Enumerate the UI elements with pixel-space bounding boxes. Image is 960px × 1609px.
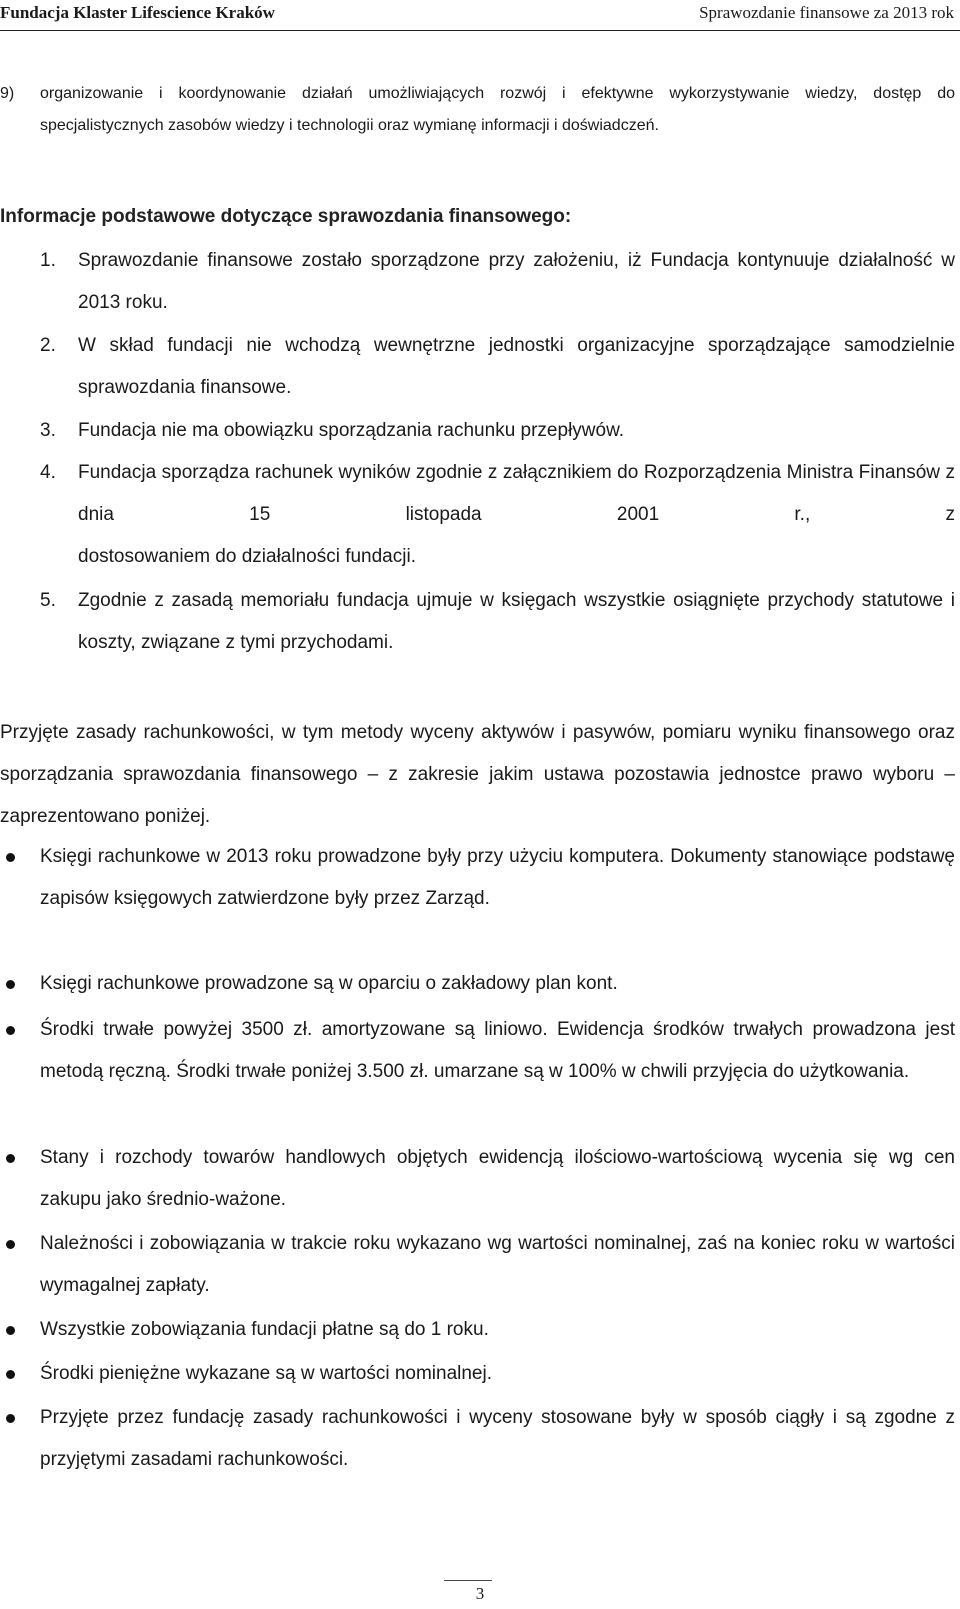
bullet-item	[0, 963, 955, 1005]
bullet-icon	[6, 853, 15, 862]
header-rule	[0, 30, 960, 31]
bullet-text: Stany i rozchody towarów handlowych objętych ewidencją ilościowo-wartościową wycenia się wg cen zakupu jako średnio-ważone.	[40, 1147, 955, 1210]
numbered-item-number: 2.	[40, 335, 56, 356]
numbered-item-1	[0, 240, 955, 324]
numbered-item-text-line-1: Fundacja sporządza rachunek wyników zgodnie z załącznikiem do Rozporządzenia Ministra Finansów z dnia 15 listopada 2001 r., z	[78, 462, 955, 525]
section-heading-basic-info: Informacje podstawowe dotyczące sprawozdania finansowego:	[0, 206, 572, 227]
item-9	[0, 78, 955, 142]
page-header	[0, 0, 960, 40]
item-9-number: 9)	[0, 85, 15, 102]
bullet-text: Środki trwałe powyżej 3500 zł. amortyzowane są liniowo. Ewidencja środków trwałych prowadzona jest metodą ręczną. Środki trwałe poniżej 3.500 zł. umarzane są w 100% w chwili przyjęcia do użytkowania.	[40, 1019, 955, 1082]
bullet-icon	[6, 1326, 15, 1335]
bullet-icon	[6, 1026, 15, 1035]
bullet-icon	[6, 1240, 15, 1249]
item-9-text: organizowanie i koordynowanie działań umożliwiających rozwój i efektywne wykorzystywanie wiedzy, dostęp do specjalistycznych zasobów wiedzy i technologii oraz wymianę informacji i doświadczeń.	[40, 85, 955, 134]
numbered-item-number: 4.	[40, 462, 56, 483]
bullet-item	[0, 1009, 955, 1093]
bullet-text: Środki pieniężne wykazane są w wartości nominalnej.	[40, 1363, 493, 1384]
bullet-icon	[6, 1370, 15, 1379]
numbered-item-number: 1.	[40, 250, 56, 271]
numbered-item-text: Sprawozdanie finansowe zostało sporządzone przy założeniu, iż Fundacja kontynuuje działalność w 2013 roku.	[78, 250, 955, 313]
page-number-text: 3	[475, 1584, 485, 1603]
bullet-item	[0, 1397, 955, 1481]
bullet-item	[0, 836, 955, 920]
bullet-item	[0, 1137, 955, 1221]
numbered-item-text: W skład fundacji nie wchodzą wewnętrzne jednostki organizacyjne sporządzające samodzielnie sprawozdania finansowe.	[78, 335, 955, 398]
bullet-item	[0, 1223, 955, 1307]
numbered-item-number: 3.	[40, 420, 56, 441]
numbered-item-5	[0, 580, 955, 664]
bullet-text: Przyjęte przez fundację zasady rachunkowości i wyceny stosowane były w sposób ciągły i są zgodne z przyjętymi zasadami rachunkowości.	[40, 1407, 955, 1470]
numbered-item-4	[0, 452, 955, 578]
numbered-item-text-line-2: dostosowaniem do działalności fundacji.	[78, 546, 416, 567]
bullet-text: Należności i zobowiązania w trakcie roku wykazano wg wartości nominalnej, zaś na koniec roku w wartości wymagalnej zapłaty.	[40, 1233, 955, 1296]
bullet-icon	[6, 1414, 15, 1423]
accounting-principles-intro: Przyjęte zasady rachunkowości, w tym metody wyceny aktywów i pasywów, pomiaru wyniku finansowego oraz sporządzania sprawozdania finansowego – z zakresie jakim ustawa pozostawia jednostce prawo wyboru –zaprezentowano poniżej.	[0, 722, 955, 827]
bullet-icon	[6, 1154, 15, 1163]
header-organization: Fundacja Klaster Lifescience Kraków	[0, 3, 275, 22]
numbered-item-2	[0, 325, 955, 409]
bullet-icon	[6, 980, 15, 989]
bullet-item	[0, 1353, 955, 1395]
page-number-rule	[444, 1580, 492, 1581]
numbered-item-text: Zgodnie z zasadą memoriału fundacja ujmuje w księgach wszystkie osiągnięte przychody statutowe i koszty, związane z tymi przychodami.	[78, 590, 955, 653]
numbered-item-3	[0, 410, 955, 452]
bullet-text: Księgi rachunkowe prowadzone są w oparciu o zakładowy plan kont.	[40, 973, 618, 994]
numbered-item-number: 5.	[40, 590, 56, 611]
header-report-title: Sprawozdanie finansowe za 2013 rok	[699, 3, 954, 22]
bullet-text: Księgi rachunkowe w 2013 roku prowadzone były przy użyciu komputera. Dokumenty stanowiące podstawę zapisów księgowych zatwierdzone były przez Zarząd.	[40, 846, 955, 909]
bullet-item	[0, 1309, 955, 1351]
page-number	[0, 1584, 960, 1604]
bullet-text: Wszystkie zobowiązania fundacji płatne są do 1 roku.	[40, 1319, 489, 1340]
numbered-item-text: Fundacja nie ma obowiązku sporządzania rachunku przepływów.	[78, 420, 625, 441]
